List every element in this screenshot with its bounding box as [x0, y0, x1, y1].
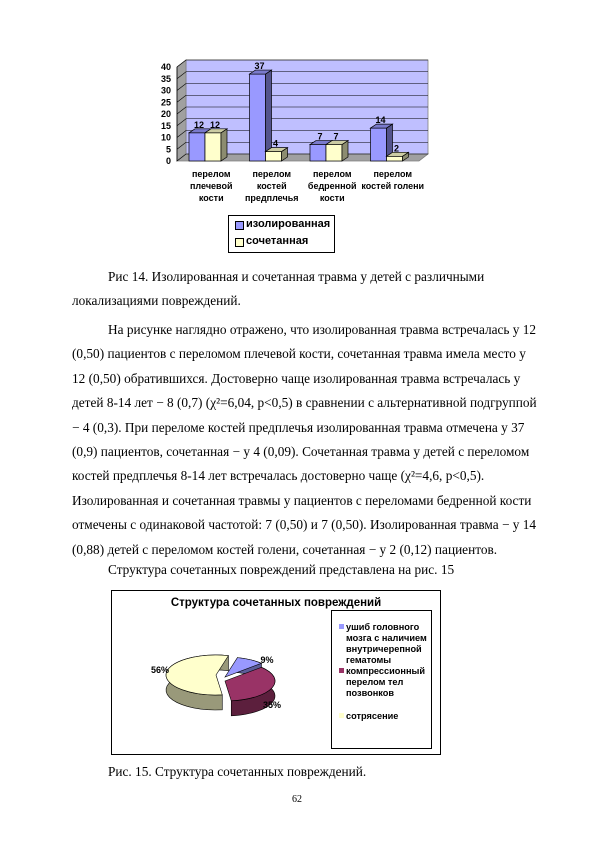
- legend-label: сочетанная: [246, 235, 309, 247]
- figure-14-caption: Рис 14. Изолированная и сочетанная травма у детей с различными: [108, 269, 485, 284]
- figure-15-caption: Рис. 15. Структура сочетанных повреждений.: [108, 764, 367, 779]
- legend-swatch: [339, 713, 344, 718]
- legend-label: сотрясение: [346, 711, 399, 721]
- bar-side: [266, 70, 272, 161]
- legend-label: компрессионный перелом тел позвонков: [346, 666, 425, 698]
- legend-item-compression-fracture: [339, 666, 429, 699]
- pie-slice: [166, 655, 228, 710]
- text-line: Изолированная и сочетанная травмы у пациентов с переломами бедренной кости: [72, 492, 532, 508]
- bar-value-label: 7: [317, 131, 323, 142]
- legend-swatch: [339, 668, 344, 673]
- pie-legend: [331, 610, 432, 749]
- y-tick-label: 20: [160, 109, 171, 119]
- bar-value-label: 12: [193, 119, 205, 130]
- text-line: На рисунке наглядно отражено, что изолированная травма встречалась у 12: [108, 322, 537, 337]
- x-tick-label: перелом: [312, 169, 352, 179]
- x-tick-label: кости: [198, 193, 224, 203]
- text-line: (0,50) пациентов с переломом плечевой кости, сочетанная травма имела место у: [72, 346, 526, 362]
- bar: [205, 133, 221, 161]
- legend-label: ушиб головного мозга с наличием внутричерепной гематомы: [346, 622, 427, 665]
- legend-item-brain-contusion: [339, 622, 429, 666]
- bar: [266, 152, 282, 161]
- bar: [371, 128, 387, 161]
- legend-item-isolated: [235, 218, 330, 230]
- body-paragraph: [72, 318, 566, 562]
- x-tick-label: бедренной: [307, 181, 357, 191]
- x-tick-label: костей: [256, 181, 287, 191]
- bar: [310, 145, 326, 161]
- bar: [189, 133, 205, 161]
- text-line: костей предплечья 8-14 лет встречалась достоверно чаще (χ²=4,6, р<0,5).: [72, 468, 485, 484]
- text-line: отмечены с одинаковой частотой: 7 (0,50) и 7 (0,50). Изолированная травма − у 14: [72, 517, 537, 533]
- x-tick-label: плечевой: [190, 181, 233, 191]
- y-tick-label: 30: [160, 85, 171, 96]
- bar: [387, 156, 403, 161]
- chart-title: Структура сочетанных повреждений: [170, 597, 382, 609]
- legend-swatch-combined: [235, 238, 244, 247]
- x-tick-label: перелом: [373, 169, 413, 179]
- pie-value-label: 35%: [262, 700, 282, 710]
- x-tick-label: кости: [319, 193, 345, 203]
- y-tick-label: 15: [160, 120, 171, 131]
- bar-side: [221, 129, 227, 161]
- x-tick-label: костей голени: [361, 181, 425, 191]
- text-line: − 4 (0,3). При переломе костей предплечья изолированная травма отмечена у 37: [72, 419, 525, 435]
- pie-value-label: 56%: [150, 665, 170, 675]
- x-tick-label: перелом: [252, 169, 292, 179]
- figure-14: [0, 0, 594, 260]
- text-line: (0,88) детей с переломом костей голени, сочетанная − у 2 (0,12) пациентов.: [72, 541, 498, 557]
- bar-value-label: 2: [393, 143, 400, 154]
- text-line: детей 8-14 лет − 8 (0,7) (χ²=6,04, р<0,5) в сравнении с альтернативной подгруппой: [72, 395, 537, 411]
- bar-value-label: 4: [272, 138, 279, 149]
- y-tick-label: 10: [160, 132, 171, 143]
- chart-legend: [228, 215, 335, 253]
- legend-item-combined: [235, 235, 308, 247]
- x-tick-label: предплечья: [245, 193, 299, 203]
- bar: [250, 74, 266, 161]
- y-tick-label: 35: [160, 73, 171, 84]
- y-tick-label: 0: [165, 156, 171, 166]
- text-line: 12 (0,50) обратившихся. Достоверно чаще изолированная травма встречалась у: [72, 370, 521, 386]
- y-tick-label: 40: [160, 62, 171, 72]
- x-tick-label: перелом: [191, 169, 231, 179]
- legend-swatch: [339, 624, 344, 629]
- bar: [326, 145, 342, 161]
- y-tick-label: 25: [160, 97, 171, 108]
- figure-14-caption-cont: локализациями повреждений.: [72, 293, 241, 308]
- bar-value-label: 37: [254, 61, 265, 72]
- legend-item-concussion: [339, 711, 429, 722]
- bar-value-label: 14: [375, 115, 386, 126]
- text-line: (0,9) пациентов, сочетанная − у 4 (0,09). Сочетанная травма у детей с переломом: [72, 444, 530, 460]
- pie-value-label: 9%: [260, 655, 274, 665]
- y-tick-label: 5: [165, 144, 171, 155]
- body-paragraph-2: Структура сочетанных повреждений представлена на рис. 15: [108, 562, 455, 577]
- page-number: 62: [292, 794, 302, 805]
- legend-swatch-isolated: [235, 221, 244, 230]
- bar-value-label: 7: [333, 131, 339, 142]
- legend-label: изолированная: [246, 218, 331, 230]
- bar-value-label: 12: [209, 119, 221, 130]
